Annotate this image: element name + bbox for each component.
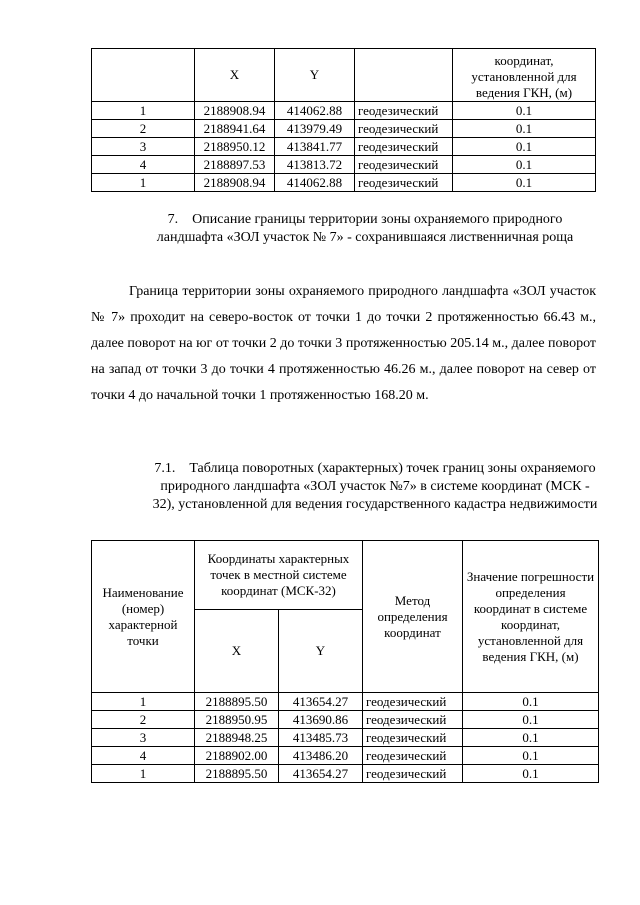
- table-row: [92, 711, 599, 729]
- header-coordinates: Координаты характерных точек в местной системе координат (МСК-32): [195, 541, 363, 610]
- y-cell: 413486.20: [279, 747, 363, 765]
- y-cell: 413654.27: [279, 693, 363, 711]
- table-header-row: [92, 49, 596, 102]
- x-cell: 2188950.95: [195, 711, 279, 729]
- header-y: Y: [275, 49, 355, 102]
- method-cell: геодезический: [363, 693, 463, 711]
- x-cell: 2188895.50: [195, 693, 279, 711]
- y-cell: 413979.49: [275, 120, 355, 138]
- y-cell: 413841.77: [275, 138, 355, 156]
- accuracy-cell: 0.1: [463, 765, 599, 783]
- accuracy-cell: 0.1: [453, 102, 596, 120]
- accuracy-cell: 0.1: [463, 693, 599, 711]
- point-cell: 1: [92, 693, 195, 711]
- table-row: [92, 102, 596, 120]
- header-y: Y: [279, 610, 363, 693]
- x-cell: 2188941.64: [195, 120, 275, 138]
- table-row: [92, 156, 596, 174]
- point-cell: 1: [92, 102, 195, 120]
- header-accuracy: Значение погрешности определения координат в системе координат, установленной для ведения ГКН, (м): [463, 541, 599, 693]
- point-cell: 4: [92, 747, 195, 765]
- point-cell: 4: [92, 156, 195, 174]
- x-cell: 2188950.12: [195, 138, 275, 156]
- accuracy-cell: 0.1: [453, 120, 596, 138]
- point-cell: 3: [92, 729, 195, 747]
- table-row: [92, 138, 596, 156]
- table-row: [92, 174, 596, 192]
- point-cell: 2: [92, 120, 195, 138]
- method-cell: геодезический: [355, 120, 453, 138]
- header-empty-cell: [355, 49, 453, 102]
- header-x: X: [195, 610, 279, 693]
- y-cell: 413654.27: [279, 765, 363, 783]
- table-header-row: [92, 541, 599, 610]
- accuracy-cell: 0.1: [463, 711, 599, 729]
- header-x: X: [195, 49, 275, 102]
- y-cell: 414062.88: [275, 102, 355, 120]
- point-cell: 2: [92, 711, 195, 729]
- point-cell: 3: [92, 138, 195, 156]
- x-cell: 2188895.50: [195, 765, 279, 783]
- table-row: [92, 120, 596, 138]
- method-cell: геодезический: [355, 174, 453, 192]
- point-cell: 1: [92, 174, 195, 192]
- section-7-1-heading: 7.1. Таблица поворотных (характерных) точек границ зоны охраняемого природного ландшафта «ЗОЛ участок №7» в системе координат (МСК - 32), установленной для ведения государственного кадастра недвижимости: [152, 461, 598, 512]
- boundary-description: Граница территории зоны охраняемого природного ландшафта «ЗОЛ участок № 7» проходит на северо-восток от точки 1 до точки 2 протяженностью 66.43 м., далее поворот на юг от точки 2 до точки 3 протяженностью 205.14 м., далее поворот на запад от точки 3 до точки 4 протяженностью 46.26 м., далее поворот на север от точки 4 до начальной точки 1 протяженностью 168.20 м.: [91, 284, 596, 403]
- table-row: [92, 693, 599, 711]
- method-cell: геодезический: [363, 765, 463, 783]
- method-cell: геодезический: [355, 102, 453, 120]
- table-row: [92, 729, 599, 747]
- table-row: [92, 747, 599, 765]
- header-method: Метод определения координат: [363, 541, 463, 693]
- y-cell: 413690.86: [279, 711, 363, 729]
- accuracy-cell: 0.1: [463, 729, 599, 747]
- accuracy-cell: 0.1: [463, 747, 599, 765]
- method-cell: геодезический: [355, 138, 453, 156]
- y-cell: 414062.88: [275, 174, 355, 192]
- coordinates-table-6: [91, 48, 596, 192]
- method-cell: геодезический: [363, 711, 463, 729]
- point-cell: 1: [92, 765, 195, 783]
- x-cell: 2188908.94: [195, 174, 275, 192]
- table-row: [92, 765, 599, 783]
- accuracy-cell: 0.1: [453, 138, 596, 156]
- method-cell: геодезический: [363, 729, 463, 747]
- x-cell: 2188908.94: [195, 102, 275, 120]
- method-cell: геодезический: [355, 156, 453, 174]
- y-cell: 413813.72: [275, 156, 355, 174]
- header-empty-cell: [92, 49, 195, 102]
- x-cell: 2188897.53: [195, 156, 275, 174]
- accuracy-cell: 0.1: [453, 156, 596, 174]
- method-cell: геодезический: [363, 747, 463, 765]
- x-cell: 2188902.00: [195, 747, 279, 765]
- accuracy-cell: 0.1: [453, 174, 596, 192]
- section-7-heading: 7. Описание границы территории зоны охраняемого природного ландшафта «ЗОЛ участок № 7» - сохранившаяся лиственничная роща: [156, 212, 574, 245]
- y-cell: 413485.73: [279, 729, 363, 747]
- x-cell: 2188948.25: [195, 729, 279, 747]
- header-accuracy: координат, установленной для ведения ГКН, (м): [453, 49, 596, 102]
- coordinates-table-7: [91, 540, 599, 783]
- header-point-name: Наименование (номер) характерной точки: [92, 541, 195, 693]
